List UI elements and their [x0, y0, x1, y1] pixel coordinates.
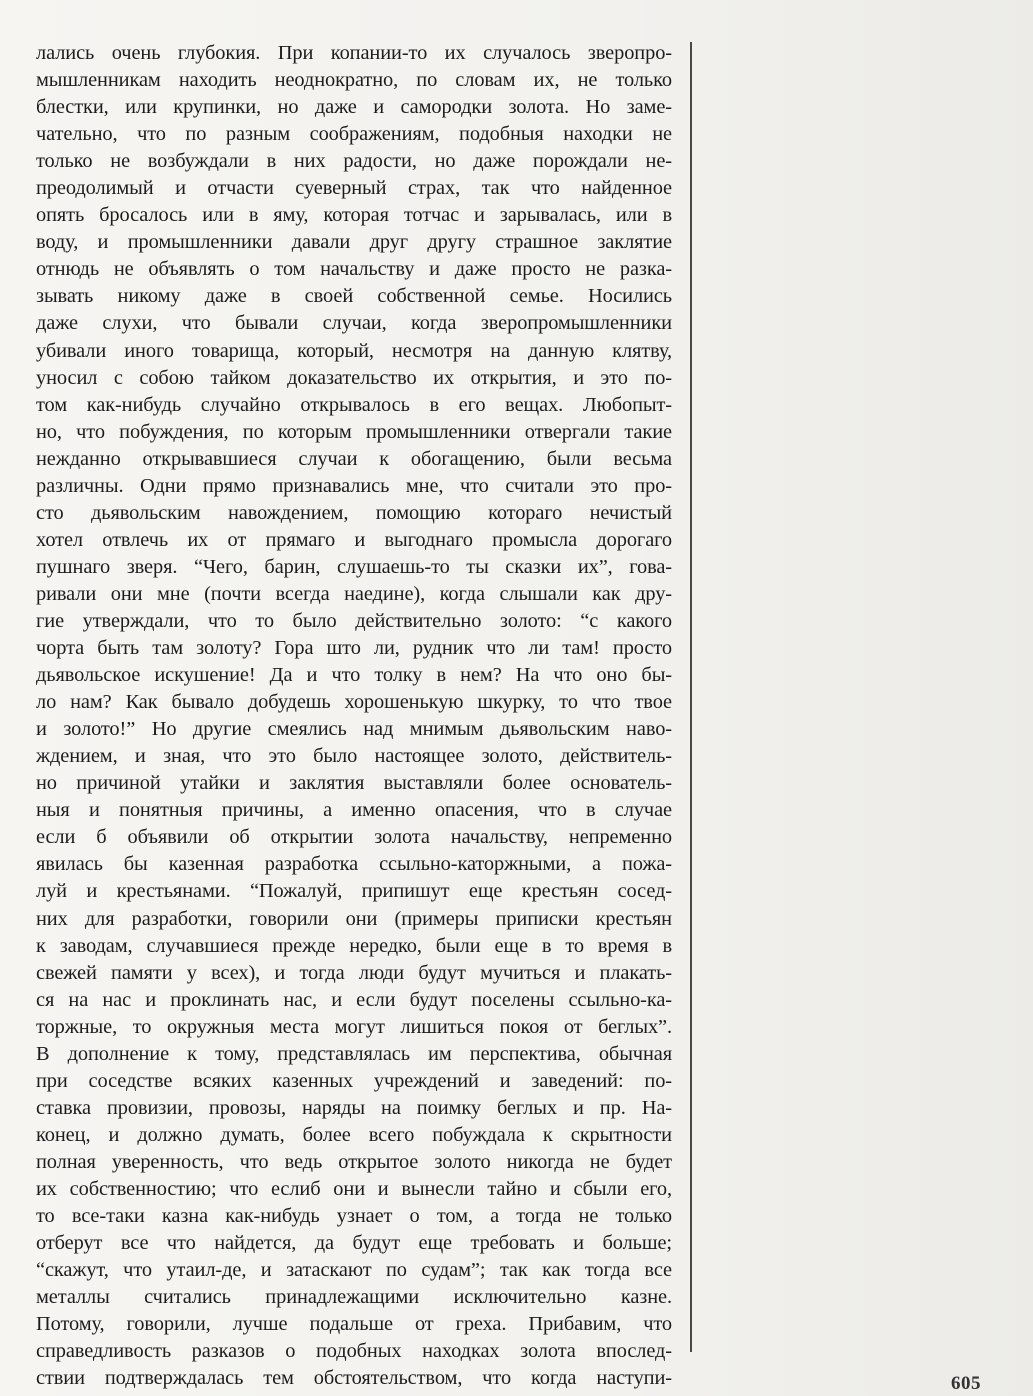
text-line: только не возбуждали в них радости, но даже порождали не-: [36, 150, 672, 173]
text-line: ся на нас и проклинать нас, и если будут поселены ссыльно-ка-: [36, 988, 672, 1011]
text-line: воду, и промышленники давали друг другу страшное заклятие: [36, 231, 672, 254]
text-line: хотел отвлечь их от прямаго и выгоднаго промысла дорогаго: [36, 528, 672, 551]
text-line: и золото!” Но другие смеялись над мнимым дьявольским наво-: [36, 718, 672, 741]
text-line: “скажут, что утаил-де, и затаскают по судам”; так как тогда все: [36, 1259, 672, 1282]
text-line: опять бросалось или в яму, которая тотчас и зарывалась, или в: [36, 204, 672, 227]
page-number: 605: [951, 1373, 981, 1394]
text-line: лались очень глубокия. При копании-то их случалось зверопро-: [36, 42, 672, 64]
text-line: блестки, или крупинки, но даже и самородки золота. Но заме-: [36, 96, 672, 119]
body-text: [36, 40, 672, 1392]
margin-rule: [690, 42, 692, 1352]
text-line: ныя и понятныя причины, а именно опасения, что в случае: [36, 799, 672, 822]
text-line: отберут все что найдется, да будут еще требовать и больше;: [36, 1232, 672, 1255]
text-line: пушнаго зверя. “Чего, барин, слушаешь-то ты сказки их”, гова-: [36, 555, 672, 578]
text-line: торжные, то окружныя места могут лишиться покоя от беглых”.: [36, 1015, 672, 1038]
text-line: чорта быть там золоту? Гора што ли, рудник что ли там! просто: [36, 637, 672, 660]
text-line: при соседстве всяких казенных учреждений и заведений: по-: [36, 1069, 672, 1092]
text-line: ставка провизии, провозы, наряды на поимку беглых и пр. На-: [36, 1096, 672, 1119]
text-line: ривали они мне (почти всегда наедине), когда слышали как дру-: [36, 582, 672, 605]
text-line: справедливость разказов о подобных находках золота впослед-: [36, 1340, 672, 1363]
text-line: различны. Одни прямо признавались мне, что считали это про-: [36, 474, 672, 497]
text-line: полная уверенность, что ведь открытое золото никогда не будет: [36, 1150, 672, 1173]
text-line: ствии подтверждалась тем обстоятельством, что когда наступи-: [36, 1367, 672, 1390]
text-line: конец, и должно думать, более всего побуждала к скрытности: [36, 1123, 672, 1146]
text-line: но причиной утайки и заклятия выставляли более основатель-: [36, 772, 672, 795]
text-line: гие утверждали, что то было действительно золото: “с какого: [36, 609, 672, 632]
text-line: металлы считались принадлежащими исключительно казне.: [36, 1286, 672, 1309]
text-line: ждением, и зная, что это было настоящее золото, действитель-: [36, 745, 672, 768]
text-line: них для разработки, говорили они (примеры приписки крестьян: [36, 907, 672, 930]
text-line: ло нам? Как бывало добудешь хорошенькую шкурку, то что твое: [36, 691, 672, 714]
text-line: луй и крестьянами. “Пожалуй, припишут еще крестьян сосед-: [36, 880, 672, 903]
text-line: мышленникам находить неоднократно, по словам их, не только: [36, 69, 672, 92]
text-line: к заводам, случавшиеся прежде нередко, были еще в то время в: [36, 934, 672, 957]
text-line: уносил с собою тайком доказательство их открытия, и это по-: [36, 366, 672, 389]
text-line: их собственностию; что еслиб они и вынесли тайно и сбыли его,: [36, 1177, 672, 1200]
text-line: Потому, говорили, лучше подальше от греха. Прибавим, что: [36, 1313, 672, 1336]
text-line: нежданно открывавшиеся случаи к обогащению, были весьма: [36, 447, 672, 470]
text-line: то все-таки казна как-нибудь узнает о том, а тогда не только: [36, 1205, 672, 1228]
text-line: сто дьявольским навождением, помощию котораго нечистый: [36, 501, 672, 524]
text-line: явилась бы казенная разработка ссыльно-каторжными, а пожа-: [36, 853, 672, 876]
text-line: отнюдь не объявлять о том начальству и даже просто не разка-: [36, 258, 672, 281]
text-line: если б объявили об открытии золота начальству, непременно: [36, 826, 672, 849]
text-line: даже слухи, что бывали случаи, когда зверопромышленники: [36, 312, 672, 335]
text-line: но, что побуждения, по которым промышленники отвергали такие: [36, 420, 672, 443]
text-line: преодолимый и отчасти суеверный страх, так что найденное: [36, 177, 672, 200]
text-line: свежей памяти у всех), и тогда люди будут мучиться и плакать-: [36, 961, 672, 984]
text-line: В дополнение к тому, представлялась им перспектива, обычная: [36, 1042, 672, 1065]
text-line: том как-нибудь случайно открывалось в его вещах. Любопыт-: [36, 393, 672, 416]
text-line: чательно, что по разным соображениям, подобныя находки не: [36, 123, 672, 146]
text-line: дьявольское искушение! Да и что толку в нем? На что оно бы-: [36, 664, 672, 687]
text-line: зывать никому даже в своей собственной семье. Носились: [36, 285, 672, 308]
text-line: убивали иного товарища, который, несмотря на данную клятву,: [36, 339, 672, 362]
